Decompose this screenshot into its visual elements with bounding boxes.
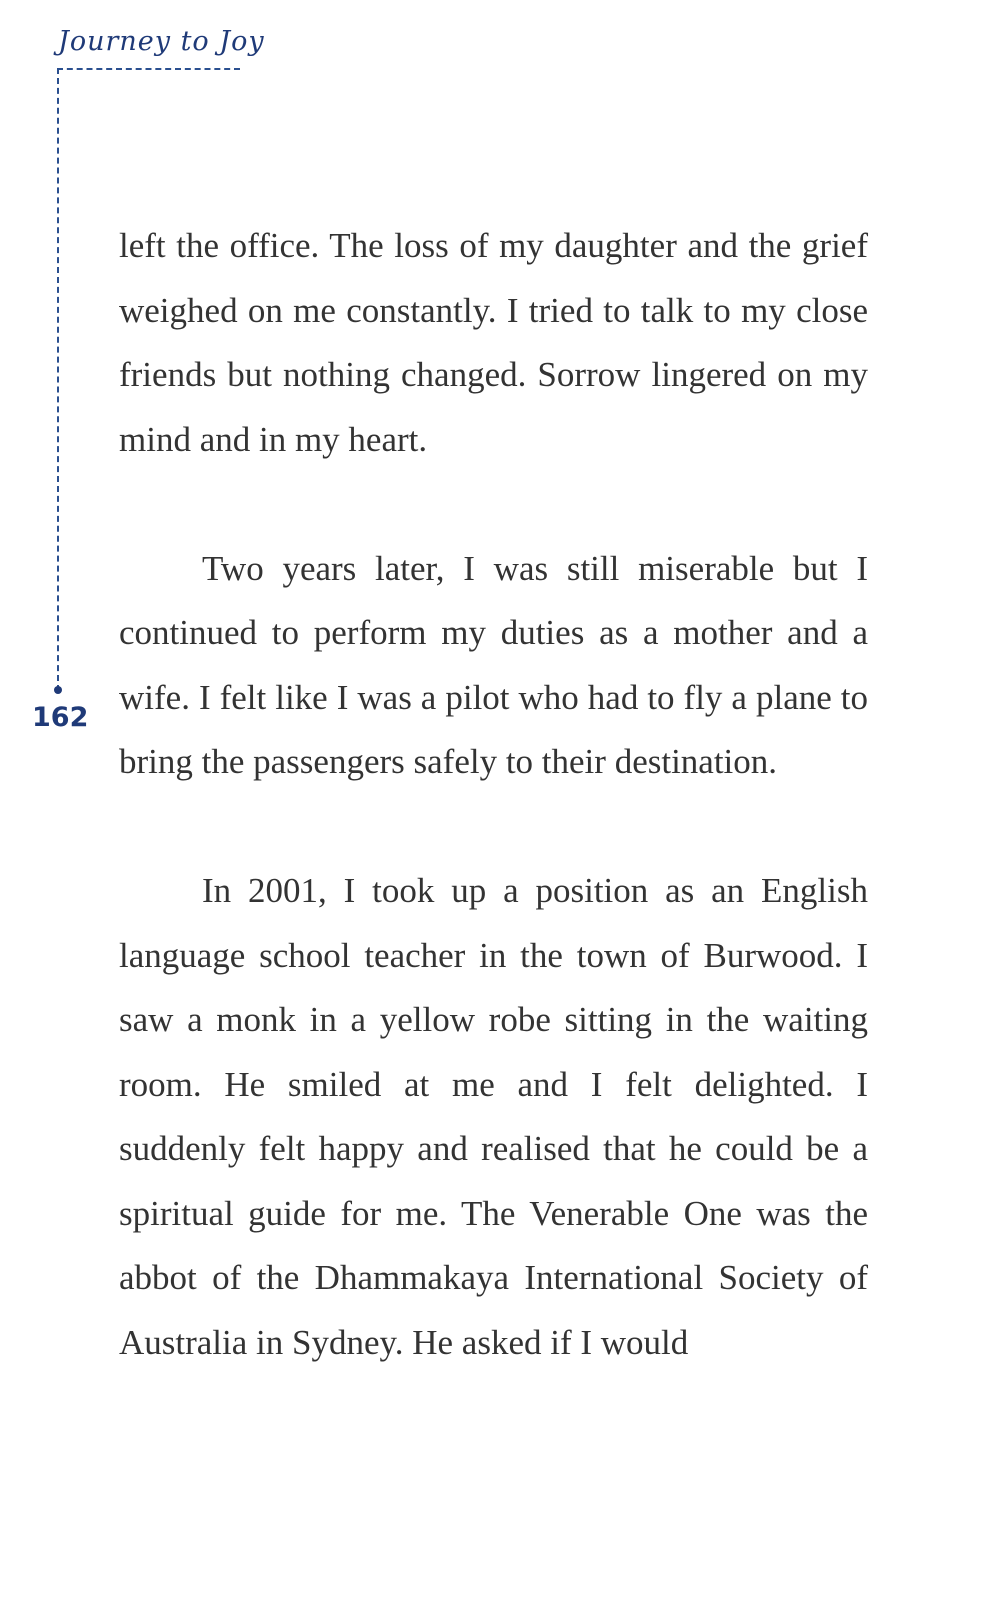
page-number: 162: [32, 702, 89, 733]
running-header-title: Journey to Joy: [58, 26, 265, 57]
margin-dashed-rule: [57, 68, 59, 691]
header-dashed-rule: [57, 68, 240, 70]
paragraph: In 2001, I took up a position as an English language school teacher in the town of Burwood. I saw a monk in a yellow robe sitting in the waiting room. He smiled at me and I felt delighted. I suddenly felt happy and realised that he could be a spiritual guide for me. The Venerable One was the abbot of the Dhammakaya International Society of Australia in Sydney. He asked if I would: [119, 871, 868, 1362]
paragraph-continued: left the office. The loss of my daughter and the grief weighed on me constantly. I tried to talk to my close friends but nothing changed. Sorrow lingered on my mind and in my heart.: [119, 226, 868, 459]
body-text: [119, 214, 868, 1440]
margin-dot-marker: [54, 686, 62, 694]
paragraph: Two years later, I was still miserable but I continued to perform my duties as a mother and a wife. I felt like I was a pilot who had to fly a plane to bring the passengers safely to their destination.: [119, 548, 868, 781]
